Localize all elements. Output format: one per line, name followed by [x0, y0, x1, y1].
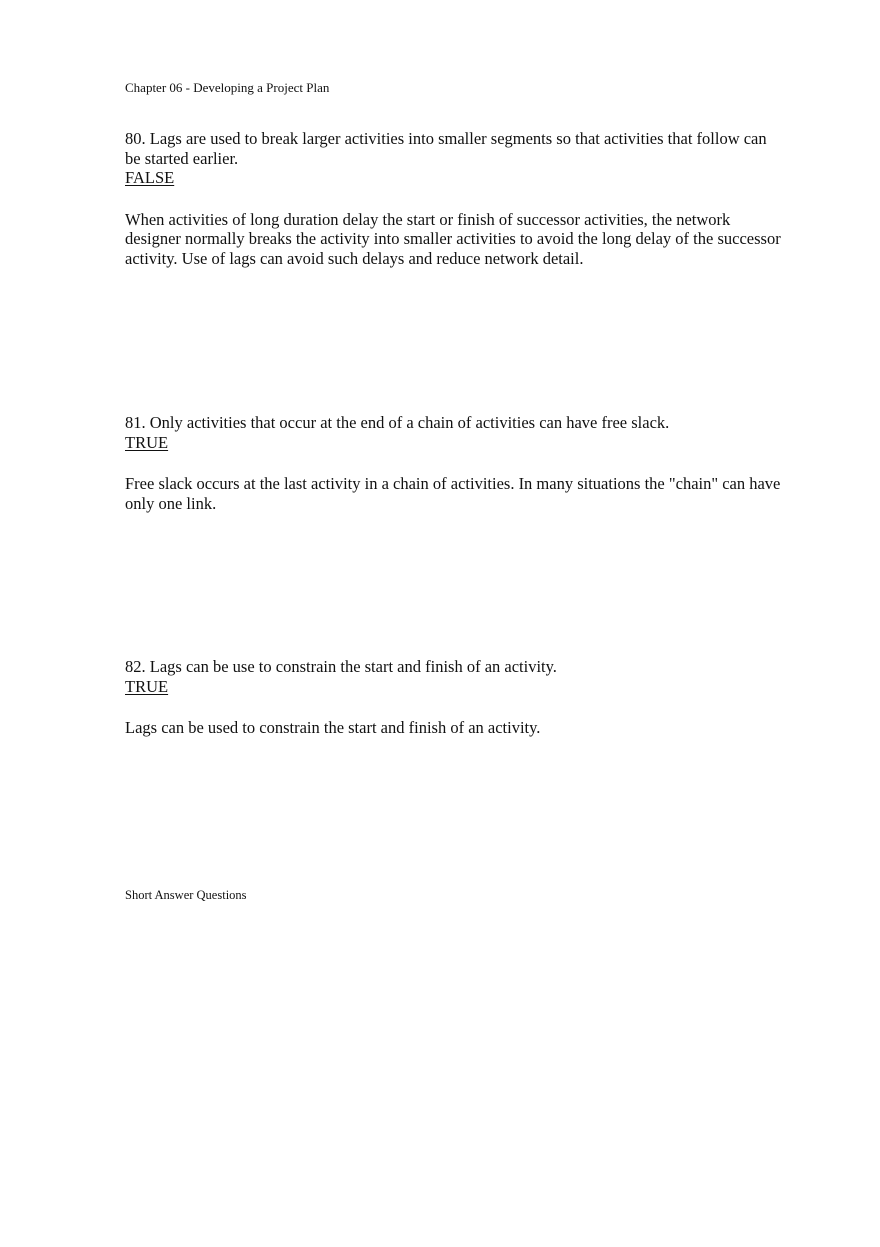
answer-explanation: When activities of long duration delay the start or finish of successor activities, the network designer normally breaks the activity into smaller activities to avoid the long delay of the successor activity. Use of lags can avoid such delays and reduce network detail.: [125, 209, 781, 268]
answer-explanation: Lags can be used to constrain the start and finish of an activity.: [125, 718, 541, 737]
question-text: 80. Lags are used to break larger activities into smaller segments so that activities that follow can be started earlier.: [125, 129, 767, 168]
question-text: 82. Lags can be use to constrain the start and finish of an activity.: [125, 657, 557, 676]
answer-label: TRUE: [125, 676, 169, 696]
question-80: [125, 129, 785, 268]
section-heading: Short Answer Questions: [125, 888, 247, 902]
answer-explanation: Free slack occurs at the last activity in a chain of activities. In many situations the "chain" can have only one link.: [125, 474, 781, 513]
question-82: [125, 657, 785, 738]
answer-label: FALSE: [125, 168, 175, 187]
question-text: 81. Only activities that occur at the end of a chain of activities can have free slack.: [125, 413, 670, 432]
answer-label: TRUE: [125, 432, 169, 452]
question-81: [125, 413, 785, 513]
chapter-header: Chapter 06 - Developing a Project Plan: [125, 80, 330, 95]
